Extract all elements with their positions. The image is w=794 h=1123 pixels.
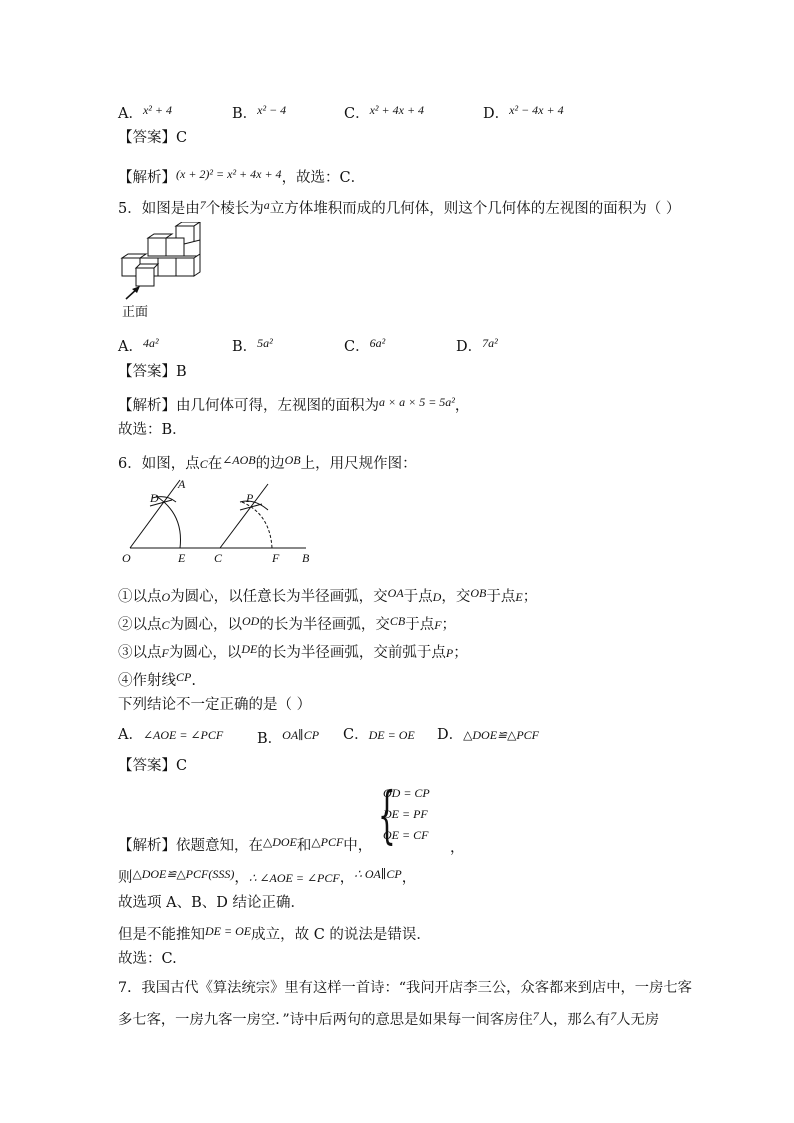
q5-analysis: 【解析】由几何体可得，左视图的面积为$^{a \times a \times 5 = 5a^2}$， [118, 395, 470, 414]
q6-analysis-comma: ， [450, 840, 465, 856]
label-c: C [214, 551, 223, 565]
q5-stem: 5．如图是由$^7$个棱长为$^a$立方体堆积而成的几何体，则这个几何体的左视图的面积为（ ） [118, 198, 681, 217]
q6-option-b: B．$^{OA\parallel CP}$ [257, 728, 320, 747]
q6-prompt: 下列结论不一定正确的是（ ） [118, 697, 312, 713]
q6-line-3: 故选项 A、B、D 结论正确． [118, 895, 305, 911]
q5-option-d: D．$^{7a^2}$ [456, 336, 498, 355]
q5-option-a: A．$^{4a^2}$ [118, 336, 159, 355]
q6-equation-system [383, 783, 430, 846]
q6-option-a: A．∠AOE = ∠PCF [118, 727, 224, 743]
q5-figure-label: 正面 [122, 305, 149, 320]
q4-analysis: 【解析】$^{(x + 2)^2 = x^2 + 4x + 4}$，故选：C． [118, 167, 366, 186]
system-brace: { [378, 778, 396, 851]
q5-option-b: B．$^{5a^2}$ [232, 336, 273, 355]
q6-construction-figure [118, 476, 318, 566]
q4-answer: 【答案】C [118, 130, 188, 146]
q6-step-3: ③以点F为圆心，以$^{DE}$的长为半径画弧，交前弧于点P； [118, 642, 468, 661]
q6-line-5: 故选：C. [118, 951, 177, 967]
q5-cube-figure [118, 222, 208, 300]
q6-analysis: 【解析】依题意知，在$^{\triangle DOE}$和$^{\triangle PCF}$中， [118, 835, 373, 854]
q4-option-a: A．$^{x^2 + 4}$ [118, 103, 173, 122]
label-b: B [302, 551, 310, 565]
label-o: O [122, 551, 131, 565]
q7-line-2: 多七客，一房九客一房空．”诗中后两句的意思是如果每一间客房住$^7$人，那么有$^7$人无房 [118, 1009, 660, 1028]
q4-option-d: D．$^{x^2 - 4x + 4}$ [483, 103, 564, 122]
q6-then: 则$^{\triangle DOE≌\triangle PCF(SSS)}$，∴ ∠AOE = ∠PCF，$^{\therefore OA\parallel CP}$， [118, 867, 417, 886]
arc-pf [242, 502, 272, 548]
label-p: P [246, 491, 254, 505]
q6-step-1: ①以点O为圆心，以任意长为半径画弧，交$^{OA}$于点D，交$^{OB}$于点E； [118, 586, 538, 605]
system-eq-1: OD = CP [383, 786, 430, 800]
q5-option-c: C．$^{6a^2}$ [344, 336, 386, 355]
q6-stem: 6．如图，点C在$^{\angle AOB}$的边$^{OB}$上，用尺规作图： [118, 453, 417, 472]
system-eq-3: OE = CF [383, 828, 429, 842]
q5-conclusion: 故选：B． [118, 422, 187, 438]
q6-answer: 【答案】C [118, 758, 188, 774]
q6-step-4: ④作射线$^{CP}$. [118, 670, 196, 689]
q5-answer: 【答案】B [118, 364, 187, 380]
q4-option-c: C．$^{x^2 + 4x + 4}$ [344, 103, 425, 122]
q6-option-d: D．△DOE≌△PCF [437, 727, 539, 743]
system-eq-2: DE = PF [383, 807, 428, 821]
label-d: D [150, 491, 159, 505]
label-f: F [272, 551, 280, 565]
label-a: A [178, 477, 186, 491]
q4-option-b: B．$^{x^2 - 4}$ [232, 103, 287, 122]
q6-option-c: C．DE = OE [343, 727, 415, 743]
q6-line-4: 但是不能推知$^{DE = OE}$成立，故 C 的说法是错误． [118, 924, 431, 943]
q6-step-2: ②以点C为圆心，以$^{OD}$的长为半径画弧，交$^{CB}$于点F； [118, 614, 457, 633]
ray-cp [220, 484, 268, 548]
q7-line-1: 7．我国古代《算法统宗》里有这样一首诗：“我问开店李三公，众客都来到店中，一房七客 [118, 980, 692, 996]
label-e: E [178, 551, 186, 565]
